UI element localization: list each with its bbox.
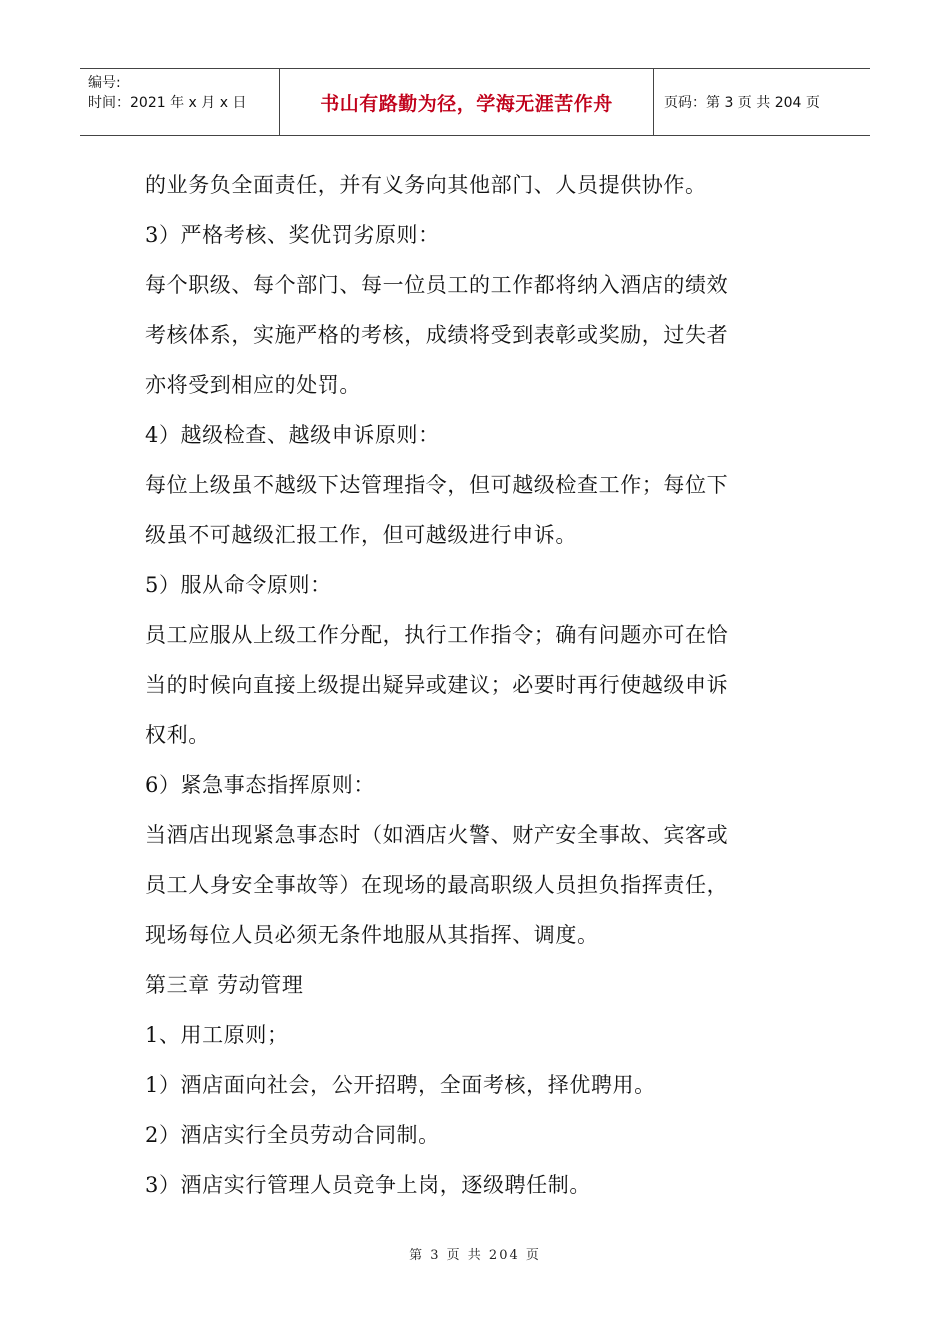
section-heading: 4）越级检查、越级申诉原则：: [145, 423, 440, 447]
section-heading: 5）服从命令原则：: [145, 573, 332, 597]
body-line: 权利。: [145, 723, 210, 747]
body-line: 员工人身安全事故等）在现场的最高职级人员担负指挥责任，: [145, 873, 729, 897]
body-line: 每位上级虽不越级下达管理指令，但可越级检查工作；每位下: [145, 473, 729, 497]
document-body: [145, 160, 815, 1210]
header-meta: [80, 69, 280, 135]
body-line: 的业务负全面责任，并有义务向其他部门、人员提供协作。: [145, 173, 707, 197]
list-item: 3）酒店实行管理人员竞争上岗，逐级聘任制。: [145, 1173, 591, 1197]
list-item: 2）酒店实行全员劳动合同制。: [145, 1123, 440, 1147]
body-line: 级虽不可越级汇报工作，但可越级进行申诉。: [145, 523, 577, 547]
body-line: 员工应服从上级工作分配，执行工作指令；确有问题亦可在恰: [145, 623, 729, 647]
list-item: 1）酒店面向社会，公开招聘，全面考核，择优聘用。: [145, 1073, 656, 1097]
body-line: 每个职级、每个部门、每一位员工的工作都将纳入酒店的绩效: [145, 273, 729, 297]
header-motto: 书山有路勤为径，学海无涯苦作舟: [280, 69, 654, 135]
page-header: [80, 68, 870, 136]
header-page-info: 页码：第 3 页 共 204 页: [664, 95, 820, 111]
body-line: 考核体系，实施严格的考核，成绩将受到表彰或奖励，过失者: [145, 323, 729, 347]
section-heading: 6）紧急事态指挥原则：: [145, 773, 375, 797]
body-line: 当酒店出现紧急事态时（如酒店火警、财产安全事故、宾客或: [145, 823, 729, 847]
body-line: 现场每位人员必须无条件地服从其指挥、调度。: [145, 923, 599, 947]
body-line: 亦将受到相应的处罚。: [145, 373, 361, 397]
body-line: 当的时候向直接上级提出疑异或建议；必要时再行使越级申诉: [145, 673, 729, 697]
chapter-heading: 第三章 劳动管理: [145, 973, 304, 997]
section-heading: 1、用工原则；: [145, 1023, 289, 1047]
page-footer: 第 3 页 共 204 页: [409, 1248, 541, 1263]
section-heading: 3）严格考核、奖优罚劣原则：: [145, 223, 440, 247]
document-date: 时间：2021 年 x 月 x 日: [88, 95, 247, 111]
document-number: 编号:: [88, 75, 121, 91]
